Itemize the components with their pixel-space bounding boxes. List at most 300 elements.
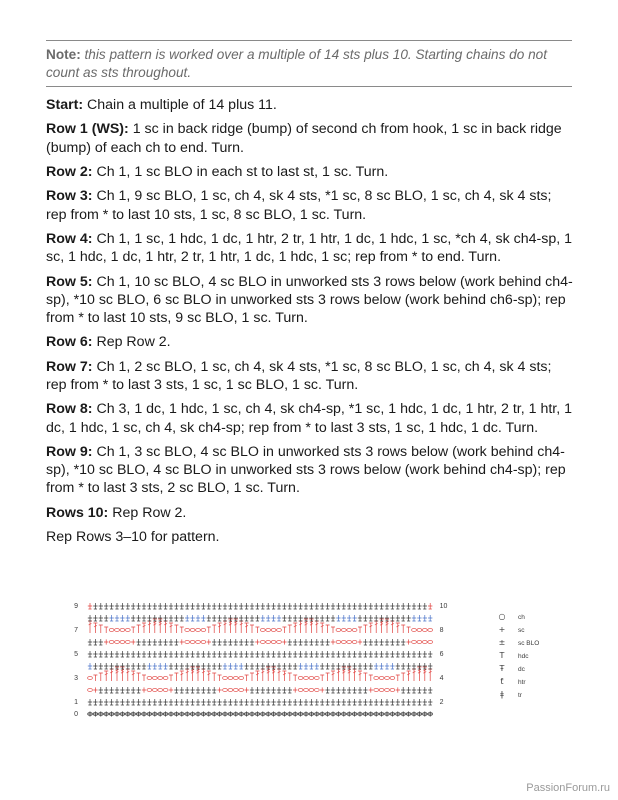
legend-symbol: ○: [498, 612, 506, 621]
row-text: Ch 1, 1 sc, 1 hdc, 1 dc, 1 htr, 2 tr, 1 htr, 1 dc, 1 hdc, 1 sc, *ch 4, sk ch4-sp, 1 sc, 1 hdc, 1 dc, 1 htr, 2 tr, 1 htr, 1 dc, 1 hdc, 1 sc; rep from * to end. Turn.: [46, 230, 572, 266]
sc-blo-stitch: [261, 651, 265, 657]
sc-blo-stitch: [239, 663, 243, 669]
sc-blo-stitch: [88, 639, 92, 645]
sc-blo-stitch: [136, 639, 140, 645]
sc-blo-stitch: [261, 603, 265, 609]
sc-blo-stitch: [244, 615, 248, 621]
sc-blo-stitch: [288, 615, 292, 621]
legend-symbol: T: [499, 651, 505, 660]
legend-label: sc BLO: [518, 640, 540, 647]
chain-stitch: [341, 641, 346, 644]
sc-stitch: [158, 711, 162, 716]
sc-blo-stitch: [93, 615, 97, 621]
tall-stitch: [320, 623, 324, 633]
sc-blo-stitch: [369, 639, 373, 645]
row-number-right: 2: [439, 699, 444, 706]
sc-stitch: [396, 711, 400, 716]
sc-blo-stitch: [223, 699, 227, 705]
sc-blo-stitch: [282, 651, 286, 657]
chain-stitch: [428, 641, 433, 644]
chain-stitch: [223, 677, 228, 680]
sc-stitch: [163, 711, 167, 716]
sc-blo-stitch: [304, 639, 308, 645]
sc-blo-stitch: [244, 639, 248, 645]
sc-blo-stitch: [417, 603, 421, 609]
sc-blo-stitch: [412, 699, 416, 705]
tall-stitch: [255, 671, 259, 681]
sc-blo-stitch: [136, 651, 140, 657]
sc-blo-stitch: [325, 699, 329, 705]
sc-blo-stitch: [190, 687, 194, 693]
sc-stitch: [201, 711, 205, 716]
sc-blo-stitch: [406, 699, 410, 705]
sc-blo-stitch: [379, 603, 383, 609]
sc-blo-stitch: [174, 651, 178, 657]
sc-blo-stitch: [212, 639, 216, 645]
sc-blo-stitch: [342, 687, 346, 693]
sc-blo-stitch: [88, 603, 92, 609]
chain-stitch: [260, 629, 265, 632]
sc-blo-stitch: [201, 663, 205, 669]
chain-stitch: [428, 629, 433, 632]
chain-stitch: [379, 677, 384, 680]
legend-symbol: ǂ: [500, 690, 504, 699]
chain-stitch: [374, 689, 379, 692]
sc-blo-stitch: [196, 687, 200, 693]
sc-stitch: [298, 711, 302, 716]
sc-blo-stitch: [223, 615, 227, 621]
chain-stitch: [196, 641, 201, 644]
tall-stitch: [99, 673, 103, 681]
sc-blo-stitch: [315, 699, 319, 705]
row-label: Start:: [46, 97, 84, 113]
sc-blo-stitch: [234, 639, 238, 645]
sc-blo-stitch: [277, 663, 281, 669]
sc-stitch: [282, 711, 286, 716]
sc-blo-stitch: [217, 603, 221, 609]
sc-stitch: [93, 687, 97, 692]
sc-blo-stitch: [174, 663, 178, 669]
sc-blo-stitch: [428, 615, 432, 621]
sc-blo-stitch: [142, 651, 146, 657]
crochet-stitch-chart: [60, 596, 560, 726]
sc-blo-stitch: [109, 663, 113, 669]
sc-blo-stitch: [342, 699, 346, 705]
chain-stitch: [309, 677, 314, 680]
sc-blo-stitch: [104, 699, 108, 705]
sc-stitch: [109, 711, 113, 716]
sc-stitch: [212, 711, 216, 716]
sc-blo-stitch: [93, 603, 97, 609]
sc-blo-stitch: [255, 603, 259, 609]
sc-blo-stitch: [104, 603, 108, 609]
sc-blo-stitch: [352, 663, 356, 669]
sc-blo-stitch: [401, 651, 405, 657]
chain-stitch: [125, 641, 130, 644]
sc-blo-stitch: [271, 603, 275, 609]
tall-stitch: [428, 669, 432, 681]
tall-stitch: [169, 623, 173, 633]
sc-stitch: [174, 711, 178, 716]
sc-blo-stitch: [288, 699, 292, 705]
sc-blo-stitch: [293, 699, 297, 705]
chain-stitch: [147, 677, 152, 680]
sc-stitch: [358, 639, 362, 644]
sc-blo-stitch: [347, 615, 351, 621]
sc-blo-stitch: [320, 699, 324, 705]
tall-stitch: [142, 623, 146, 633]
row-number-left: 1: [74, 699, 78, 706]
sc-blo-stitch: [363, 699, 367, 705]
sc-blo-stitch: [374, 615, 378, 621]
tall-stitch: [137, 673, 141, 681]
sc-stitch: [180, 639, 184, 644]
sc-blo-stitch: [190, 663, 194, 669]
sc-blo-stitch: [147, 651, 151, 657]
sc-blo-stitch: [169, 639, 173, 645]
sc-blo-stitch: [266, 603, 270, 609]
sc-blo-stitch: [385, 699, 389, 705]
sc-blo-stitch: [320, 615, 324, 621]
sc-blo-stitch: [277, 687, 281, 693]
row-number-left: 0: [74, 711, 78, 718]
sc-stitch: [136, 711, 140, 716]
sc-blo-stitch: [315, 651, 319, 657]
sc-blo-stitch: [99, 699, 103, 705]
sc-blo-stitch: [325, 651, 329, 657]
sc-blo-stitch: [201, 615, 205, 621]
sc-blo-stitch: [228, 615, 232, 621]
sc-blo-stitch: [223, 663, 227, 669]
sc-stitch: [234, 711, 238, 716]
sc-blo-stitch: [401, 603, 405, 609]
sc-blo-stitch: [390, 663, 394, 669]
sc-blo-stitch: [126, 687, 130, 693]
sc-blo-stitch: [88, 699, 92, 705]
sc-blo-stitch: [374, 663, 378, 669]
tall-stitch: [131, 627, 135, 633]
sc-blo-stitch: [358, 651, 362, 657]
sc-blo-stitch: [142, 639, 146, 645]
sc-blo-stitch: [163, 651, 167, 657]
sc-blo-stitch: [234, 663, 238, 669]
sc-blo-stitch: [115, 663, 119, 669]
sc-blo-stitch: [239, 699, 243, 705]
sc-blo-stitch: [423, 699, 427, 705]
tall-stitch: [218, 623, 222, 633]
instruction-row-6: [46, 333, 574, 351]
sc-stitch: [261, 711, 265, 716]
chain-stitch: [158, 677, 163, 680]
chain-stitch: [347, 629, 352, 632]
sc-blo-stitch: [223, 651, 227, 657]
sc-blo-stitch: [396, 615, 400, 621]
chain-stitch: [185, 629, 190, 632]
sc-blo-stitch: [185, 699, 189, 705]
sc-stitch: [412, 711, 416, 716]
sc-blo-stitch: [115, 699, 119, 705]
pattern-note: [46, 40, 572, 87]
sc-blo-stitch: [174, 615, 178, 621]
row-number-left: 3: [74, 675, 78, 682]
tall-stitch: [293, 675, 297, 681]
sc-blo-stitch: [417, 699, 421, 705]
tall-stitch: [207, 627, 211, 633]
sc-blo-stitch: [190, 651, 194, 657]
instruction-row-7: [46, 358, 574, 394]
sc-stitch: [374, 711, 378, 716]
sc-stitch: [369, 711, 373, 716]
row-text: Ch 1, 3 sc BLO, 4 sc BLO in unworked sts 3 rows below (work behind ch4-sp), *10 sc BLO, 4 sc BLO in unworked sts 3 rows below (work behind ch4-sp); rep from * to last 3 sts, 2 sc BLO, 1 sc. Turn.: [46, 443, 566, 497]
chain-stitch: [352, 629, 357, 632]
sc-blo-stitch: [239, 603, 243, 609]
sc-stitch: [99, 711, 103, 716]
sc-blo-stitch: [180, 699, 184, 705]
sc-stitch: [288, 711, 292, 716]
chain-stitch: [271, 629, 276, 632]
sc-blo-stitch: [158, 651, 162, 657]
sc-blo-stitch: [369, 663, 373, 669]
tall-stitch: [331, 627, 335, 633]
sc-blo-stitch: [396, 639, 400, 645]
chain-stitch: [120, 641, 125, 644]
instruction-row-1: [46, 120, 574, 156]
sc-blo-stitch: [99, 615, 103, 621]
sc-stitch: [428, 711, 432, 716]
sc-blo-stitch: [336, 699, 340, 705]
tall-stitch: [245, 623, 249, 633]
sc-blo-stitch: [212, 687, 216, 693]
sc-blo-stitch: [309, 699, 313, 705]
tall-stitch: [363, 625, 367, 633]
chain-stitch: [314, 677, 319, 680]
sc-blo-stitch: [217, 651, 221, 657]
sc-blo-stitch: [131, 663, 135, 669]
sc-blo-stitch: [190, 615, 194, 621]
sc-stitch: [207, 711, 211, 716]
sc-stitch: [417, 711, 421, 716]
sc-blo-stitch: [228, 699, 232, 705]
sc-blo-stitch: [331, 603, 335, 609]
sc-blo-stitch: [158, 615, 162, 621]
chain-stitch: [190, 641, 195, 644]
chain-stitch: [233, 689, 238, 692]
chain-stitch: [260, 641, 265, 644]
site-watermark: PassionForum.ru: [526, 782, 610, 794]
chain-stitch: [115, 629, 120, 632]
tall-stitch: [207, 671, 211, 681]
sc-blo-stitch: [201, 699, 205, 705]
note-label: Note:: [46, 47, 81, 62]
sc-blo-stitch: [153, 615, 157, 621]
chain-stitch: [271, 641, 276, 644]
sc-blo-stitch: [352, 615, 356, 621]
sc-blo-stitch: [212, 615, 216, 621]
chain-stitch: [266, 629, 271, 632]
row-label: Row 4:: [46, 230, 93, 247]
sc-blo-stitch: [379, 651, 383, 657]
sc-blo-stitch: [331, 615, 335, 621]
row-text: Ch 1, 10 sc BLO, 4 sc BLO in unworked sts 3 rows below (work behind ch4-sp), *10 sc BLO, 6 sc BLO in unworked sts 3 rows below (work behind ch6-sp); rep from * to last 10 sts, 9 sc BLO, 1 sc. Turn.: [46, 273, 573, 326]
sc-blo-stitch: [174, 603, 178, 609]
sc-blo-stitch: [358, 687, 362, 693]
sc-blo-stitch: [320, 603, 324, 609]
chain-stitch: [390, 677, 395, 680]
sc-blo-stitch: [309, 639, 313, 645]
chain-stitch: [347, 641, 352, 644]
sc-blo-stitch: [298, 651, 302, 657]
sc-blo-stitch: [298, 639, 302, 645]
sc-blo-stitch: [352, 687, 356, 693]
sc-blo-stitch: [201, 603, 205, 609]
row-number-left: 5: [74, 651, 78, 658]
legend-symbol: ±: [498, 638, 506, 647]
legend-symbol: Ŧ: [499, 664, 505, 673]
sc-blo-stitch: [261, 615, 265, 621]
sc-blo-stitch: [352, 651, 356, 657]
sc-blo-stitch: [180, 687, 184, 693]
sc-blo-stitch: [423, 603, 427, 609]
sc-blo-stitch: [282, 615, 286, 621]
sc-blo-stitch: [93, 699, 97, 705]
tall-stitch: [277, 669, 281, 681]
sc-blo-stitch: [196, 615, 200, 621]
chain-stitch: [228, 677, 233, 680]
tall-stitch: [250, 673, 254, 681]
sc-blo-stitch: [385, 639, 389, 645]
sc-blo-stitch: [234, 699, 238, 705]
sc-blo-stitch: [131, 699, 135, 705]
sc-blo-stitch: [271, 699, 275, 705]
tall-stitch: [401, 673, 405, 681]
sc-blo-stitch: [412, 687, 416, 693]
sc-blo-stitch: [271, 651, 275, 657]
sc-stitch: [147, 711, 151, 716]
sc-blo-stitch: [126, 651, 130, 657]
sc-blo-stitch: [417, 651, 421, 657]
sc-blo-stitch: [255, 663, 259, 669]
sc-blo-stitch: [153, 699, 157, 705]
sc-stitch: [217, 711, 221, 716]
sc-blo-stitch: [250, 615, 254, 621]
chain-stitch: [115, 641, 120, 644]
sc-blo-stitch: [212, 651, 216, 657]
sc-blo-stitch: [385, 603, 389, 609]
tall-stitch: [180, 627, 184, 633]
sc-blo-stitch: [88, 651, 92, 657]
sc-blo-stitch: [185, 651, 189, 657]
sc-blo-stitch: [401, 699, 405, 705]
tall-stitch: [282, 627, 286, 633]
sc-stitch: [358, 711, 362, 716]
sc-blo-stitch: [369, 699, 373, 705]
instruction-start: [46, 96, 574, 114]
sc-stitch: [120, 711, 124, 716]
legend-label: sc: [518, 627, 525, 634]
sc-blo-stitch: [196, 651, 200, 657]
tall-stitch: [374, 621, 378, 633]
sc-blo-stitch: [147, 699, 151, 705]
sc-blo-stitch: [266, 699, 270, 705]
chain-stitch: [422, 641, 427, 644]
sc-blo-stitch: [153, 603, 157, 609]
tall-stitch: [358, 627, 362, 633]
sc-blo-stitch: [185, 603, 189, 609]
tall-stitch: [137, 625, 141, 633]
sc-blo-stitch: [374, 603, 378, 609]
sc-stitch: [342, 711, 346, 716]
tall-stitch: [93, 675, 97, 681]
sc-blo-stitch: [271, 687, 275, 693]
sc-blo-stitch: [93, 651, 97, 657]
sc-stitch: [401, 711, 405, 716]
tall-stitch: [218, 675, 222, 681]
sc-blo-stitch: [255, 687, 259, 693]
sc-blo-stitch: [147, 639, 151, 645]
chain-stitch: [341, 629, 346, 632]
chain-stitch: [309, 689, 314, 692]
sc-stitch: [369, 687, 373, 692]
sc-blo-stitch: [109, 603, 113, 609]
sc-blo-stitch: [266, 687, 270, 693]
sc-blo-stitch: [423, 651, 427, 657]
sc-stitch: [266, 711, 270, 716]
chain-stitch: [223, 689, 228, 692]
sc-blo-stitch: [153, 651, 157, 657]
sc-blo-stitch: [158, 639, 162, 645]
sc-blo-stitch: [190, 603, 194, 609]
tall-stitch: [126, 669, 130, 681]
legend-label: dc: [518, 666, 525, 673]
tall-stitch: [180, 671, 184, 681]
sc-blo-stitch: [169, 603, 173, 609]
sc-blo-stitch: [228, 663, 232, 669]
sc-blo-stitch: [250, 663, 254, 669]
sc-blo-stitch: [153, 663, 157, 669]
sc-blo-stitch: [325, 663, 329, 669]
chain-stitch: [336, 629, 341, 632]
sc-stitch: [423, 711, 427, 716]
sc-blo-stitch: [325, 615, 329, 621]
tall-stitch: [363, 673, 367, 681]
sc-blo-stitch: [115, 651, 119, 657]
sc-stitch: [131, 639, 135, 644]
sc-blo-stitch: [293, 639, 297, 645]
instruction-row-3: [46, 187, 574, 223]
sc-blo-stitch: [282, 699, 286, 705]
sc-blo-stitch: [309, 651, 313, 657]
sc-blo-stitch: [120, 615, 124, 621]
sc-blo-stitch: [104, 651, 108, 657]
sc-blo-stitch: [147, 663, 151, 669]
sc-blo-stitch: [282, 603, 286, 609]
sc-stitch: [244, 711, 248, 716]
sc-stitch: [255, 639, 259, 644]
tall-stitch: [174, 673, 178, 681]
sc-blo-stitch: [298, 615, 302, 621]
sc-blo-stitch: [136, 603, 140, 609]
row-label: Row 5:: [46, 273, 93, 290]
sc-blo-stitch: [336, 651, 340, 657]
sc-blo-stitch: [417, 687, 421, 693]
tall-stitch: [407, 671, 411, 681]
row-number-right: 4: [439, 675, 444, 682]
sc-blo-stitch: [309, 603, 313, 609]
sc-stitch: [320, 687, 324, 692]
tall-stitch: [212, 625, 216, 633]
tall-stitch: [282, 671, 286, 681]
sc-blo-stitch: [201, 687, 205, 693]
